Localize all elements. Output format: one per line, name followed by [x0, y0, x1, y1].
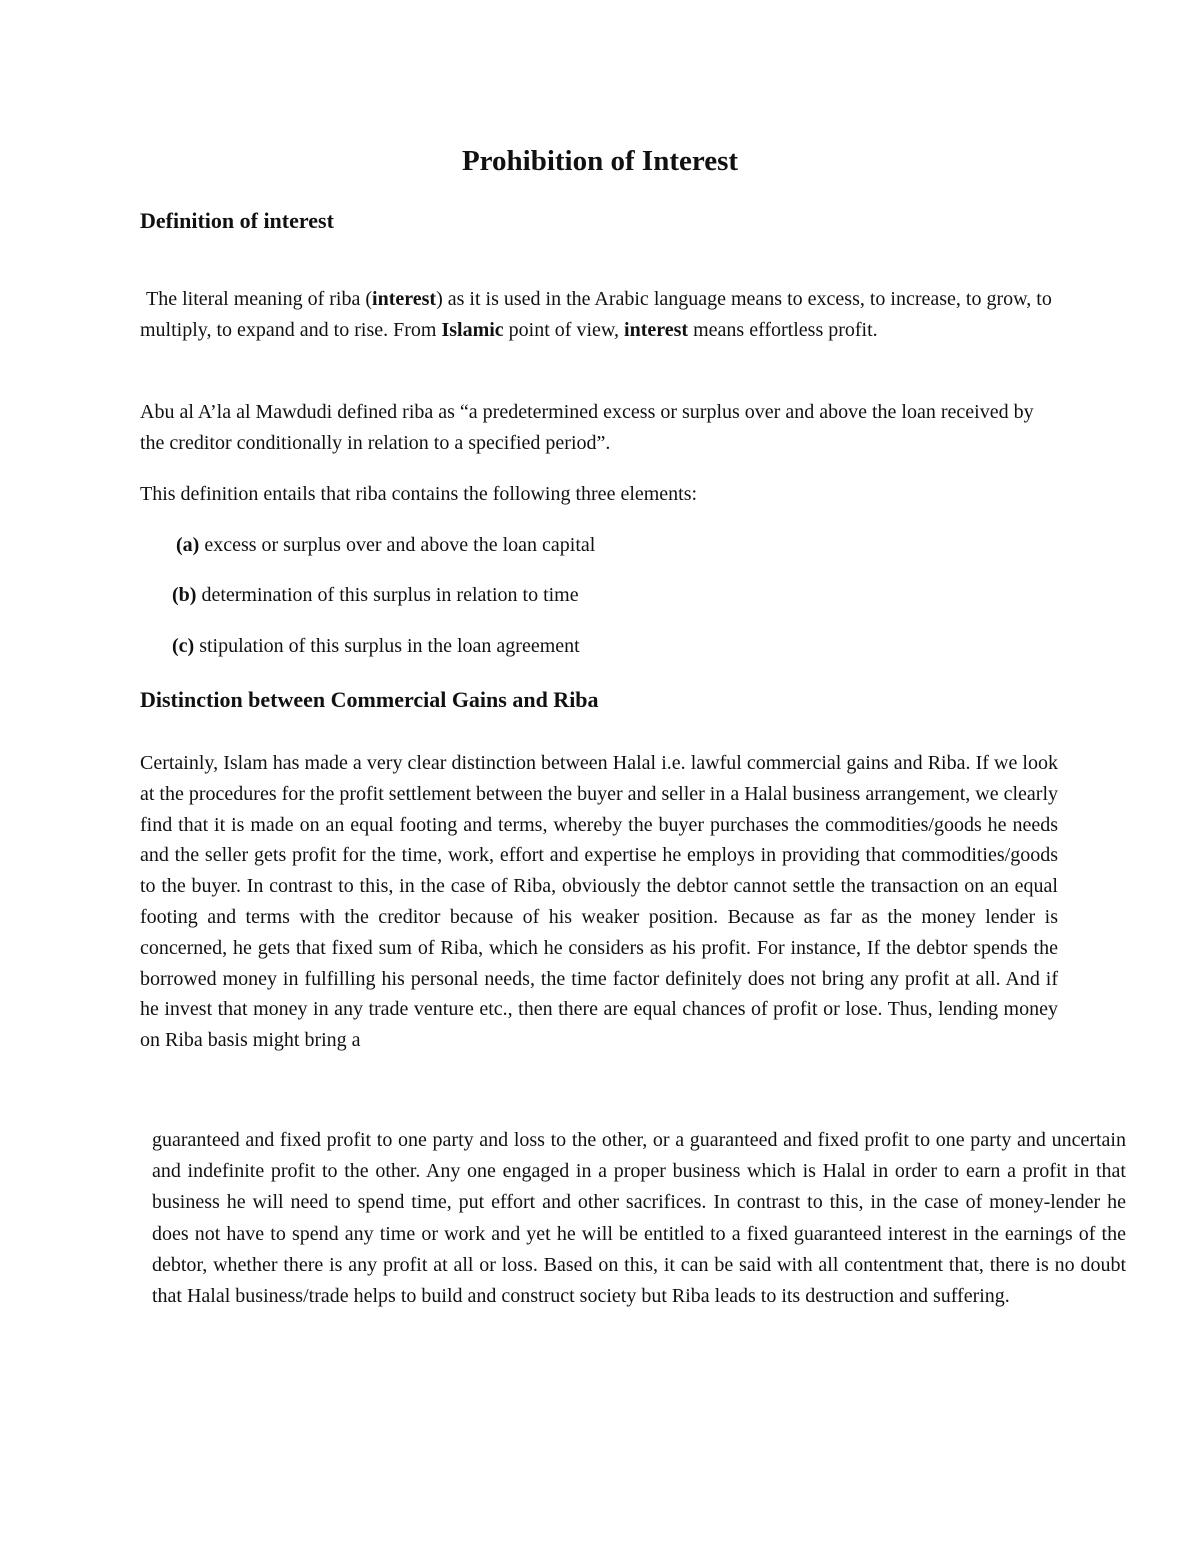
paragraph-three-elements-intro: This definition entails that riba contains the following three elements: — [140, 483, 698, 505]
section-heading-definition: Definition of interest — [140, 208, 334, 233]
list-text: excess or surplus over and above the loan capital — [199, 534, 596, 556]
bold-run: interest — [372, 288, 437, 310]
list-marker: (b) — [172, 584, 197, 606]
page-title: Prohibition of Interest — [461, 145, 739, 177]
list-item-element-c — [172, 632, 580, 660]
section-heading-distinction: Distinction between Commercial Gains and Riba — [140, 687, 599, 712]
text-run: point of view, — [503, 319, 625, 341]
bold-run: Islamic — [441, 319, 504, 341]
text-run: means effortless profit. — [688, 319, 878, 341]
list-marker: (c) — [172, 635, 195, 657]
list-item-element-a — [176, 531, 595, 559]
text-run: The literal meaning of riba ( — [146, 288, 373, 310]
bold-run: interest — [624, 319, 689, 341]
text-run: ) as it is used in the Arabic language means to excess, to increase, to grow, to multiply, to expand and to rise. From — [140, 288, 1052, 341]
paragraph-mawdudi-definition: Abu al A’la al Mawdudi defined riba as “a predetermined excess or surplus over and above the loan received by the creditor conditionally in relation to a specified period”. — [140, 401, 1034, 454]
list-marker: (a) — [176, 534, 200, 556]
paragraph-commercial-gains: Certainly, Islam has made a very clear distinction between Halal i.e. lawful commercial gains and Riba. If we look at the procedures for the profit settlement between the buyer and seller in a Halal business arrangement, we clearly find that it is made on an equal footing and terms, whereby the buyer purchases the commodities/goods he needs and the seller gets profit for the time, work, effort and expertise he employs in providing that commodities/goods to the buyer. In contrast to this, in the case of Riba, obviously the debtor cannot settle the transaction on an equal footing and terms with the creditor because of his weaker position. Because as far as the money lender is concerned, he gets that fixed sum of Riba, which he considers as his profit. For instance, If the debtor spends the borrowed money in fulfilling his personal needs, the time factor definitely does not bring any profit at all. And if he invest that money in any trade venture etc., then there are equal chances of profit or lose. Thus, lending money on Riba basis might bring a — [140, 752, 1058, 1052]
list-text: stipulation of this surplus in the loan agreement — [194, 635, 580, 657]
list-text: determination of this surplus in relation to time — [196, 584, 579, 606]
paragraph-halal-business: guaranteed and fixed profit to one party and loss to the other, or a guaranteed and fixed profit to one party and uncertain and indefinite profit to the other. Any one engaged in a proper business which is Halal in order to earn a profit in that business he will need to spend time, put effort and other sacrifices. In contrast to this, in the case of money-lender he does not have to spend any time or work and yet he will be entitled to a fixed guaranteed interest in the earnings of the debtor, whether there is any profit at all or loss. Based on this, it can be said with all contentment that, there is no doubt that Halal business/trade helps to build and construct society but Riba leads to its destruction and suffering. — [152, 1129, 1126, 1308]
paragraph-literal-meaning — [140, 284, 1060, 346]
list-item-element-b — [172, 581, 579, 609]
